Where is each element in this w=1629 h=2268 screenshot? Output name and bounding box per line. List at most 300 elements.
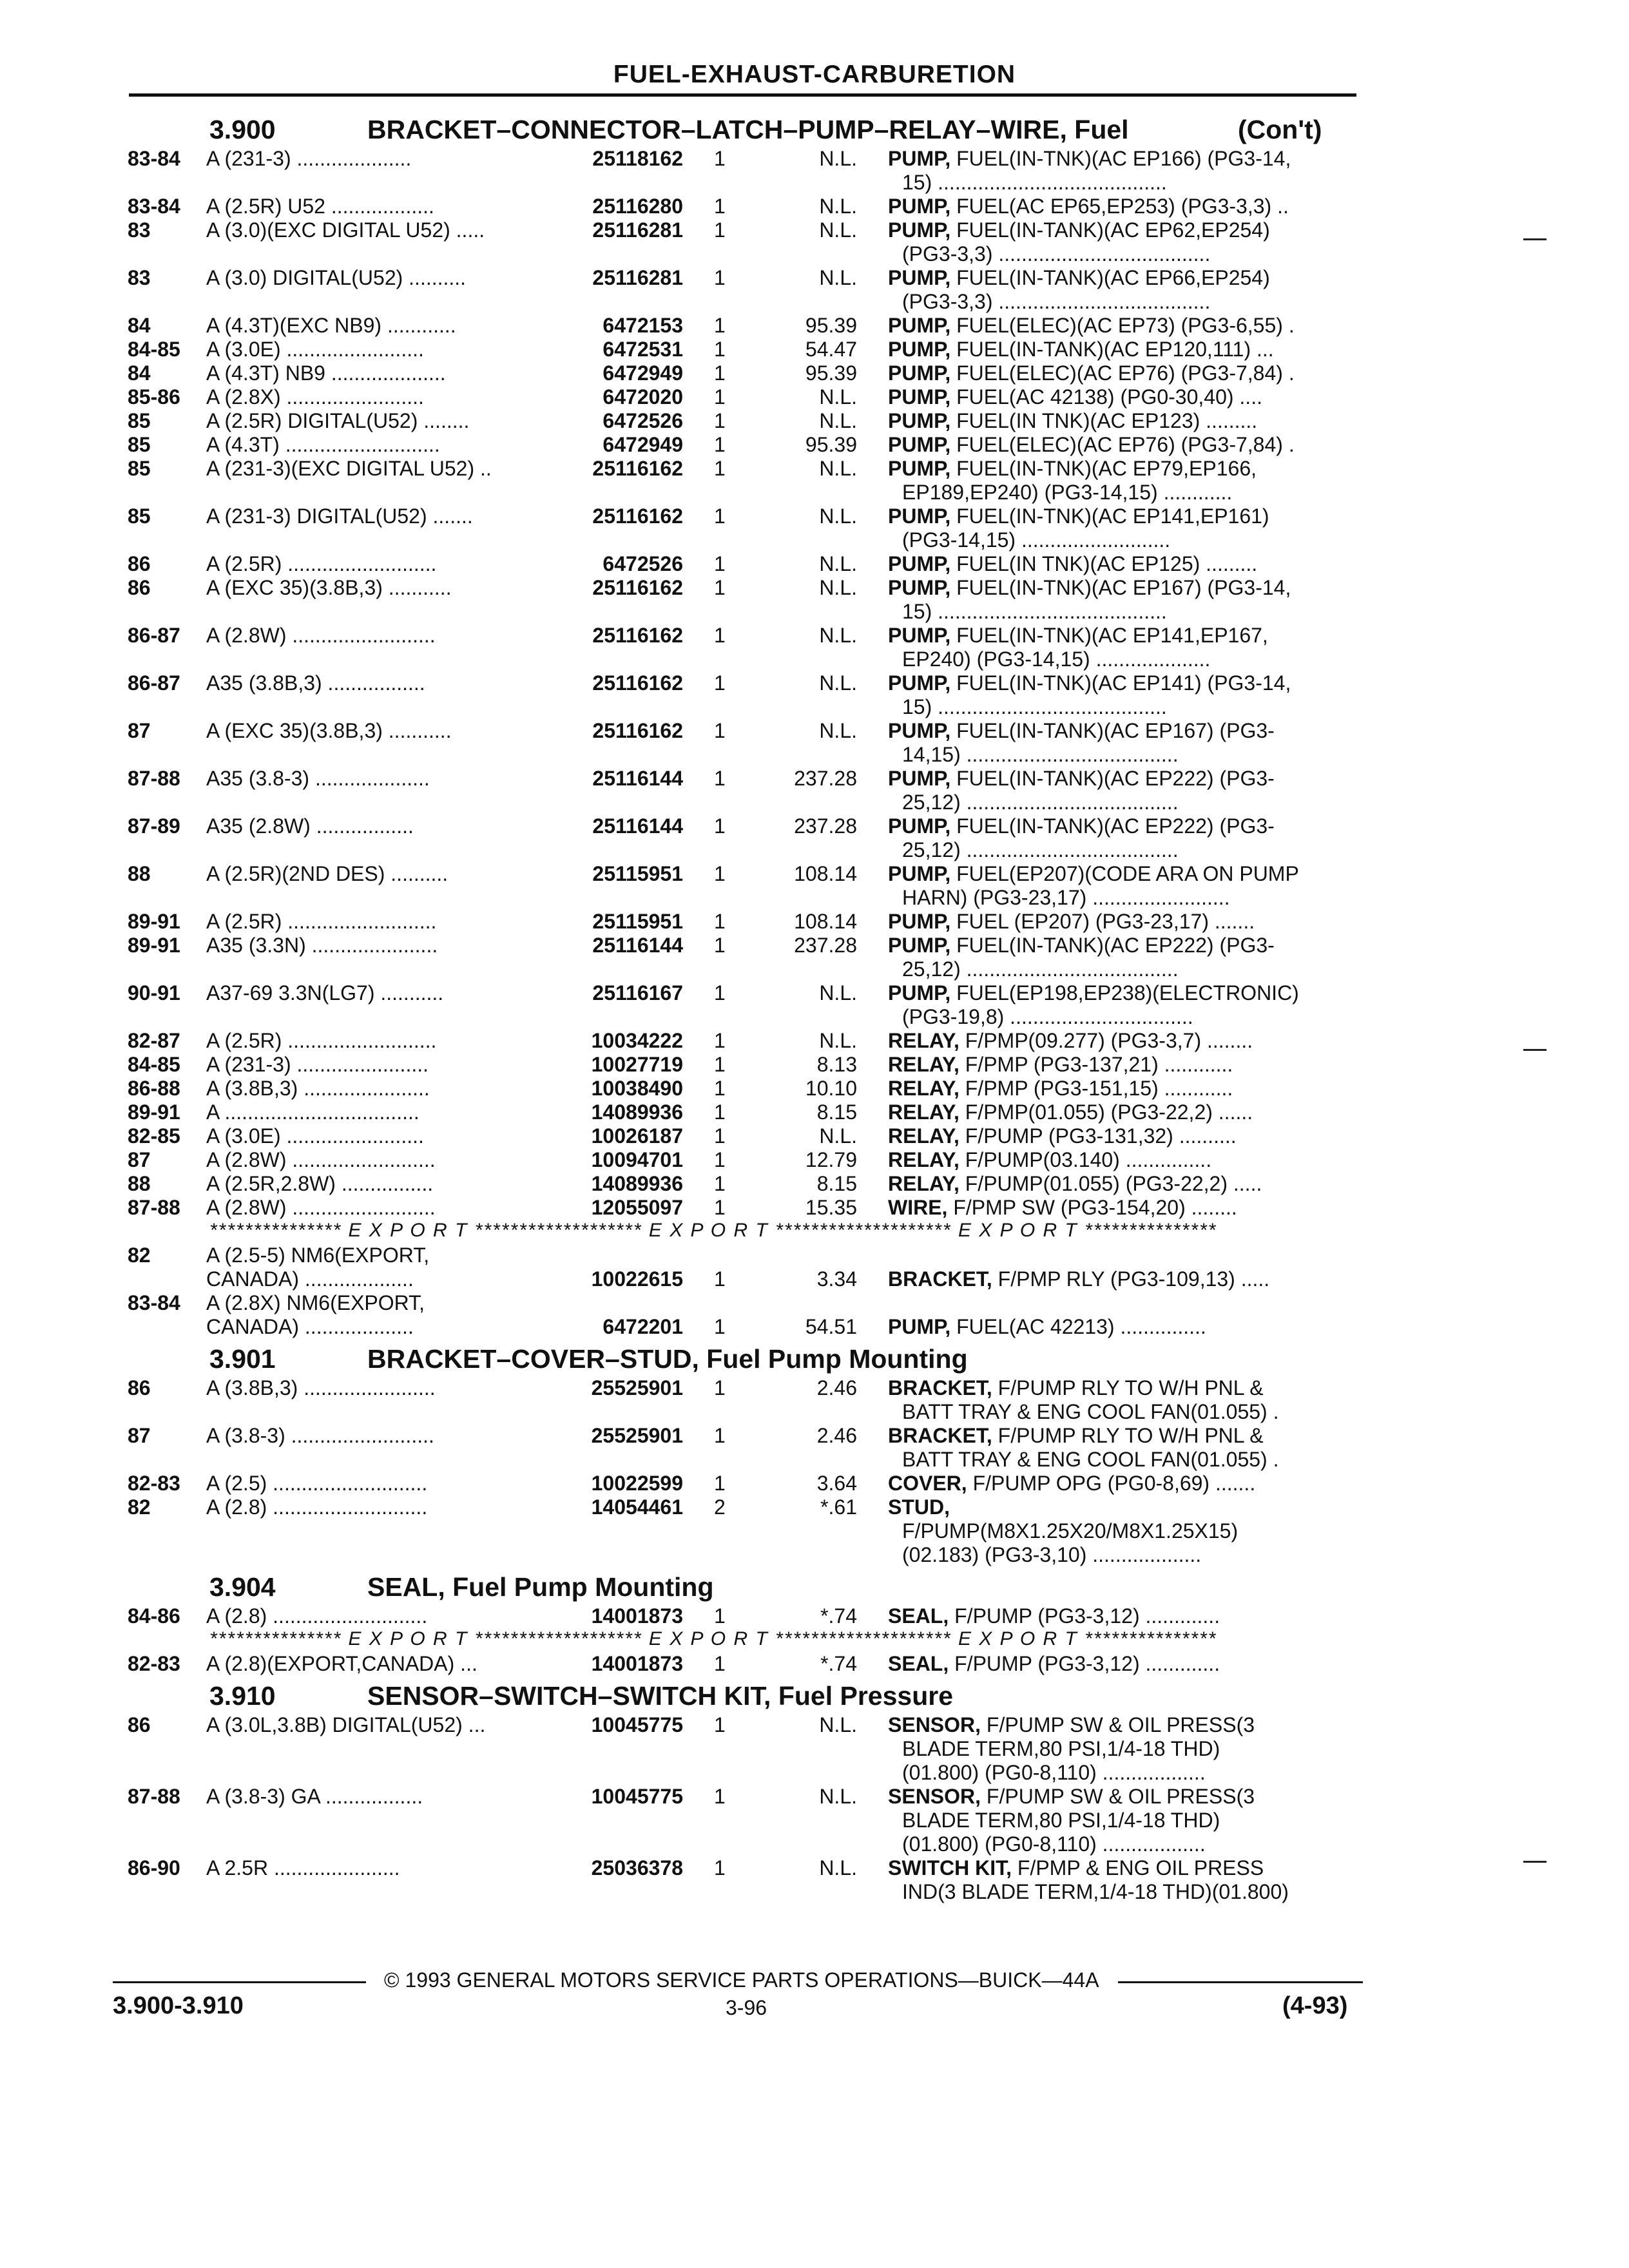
row-part-name-noun: SEAL, [888, 1652, 949, 1675]
table-row-continuation [0, 528, 1629, 552]
row-application: A (2.5R) DIGITAL(U52) ........ [206, 409, 470, 432]
row-part-name-noun: PUMP, [888, 576, 951, 599]
row-part-name-detail: FUEL(IN-TANK)(AC EP222) (PG3- [950, 814, 1275, 838]
row-part-number: 25116162 [592, 505, 683, 528]
row-part-name-noun: PUMP, [888, 552, 951, 575]
row-application: A (2.8X) NM6(EXPORT, [206, 1291, 425, 1314]
row-price: N.L. [819, 1856, 857, 1879]
table-row [0, 1376, 1629, 1400]
row-part-name [888, 147, 1358, 171]
row-part-name [888, 1424, 1358, 1448]
row-quantity: 1 [714, 862, 726, 885]
row-part-number: 6472949 [602, 433, 683, 456]
row-part-name-noun: PUMP, [888, 624, 951, 647]
row-part-name-detail: FUEL(EP207)(CODE ARA ON PUMP [950, 862, 1299, 885]
row-part-name-noun: PUMP, [888, 457, 951, 480]
row-part-name-detail: F/PUMP OPG (PG0-8,69) ....... [967, 1472, 1256, 1495]
row-part-name-detail: FUEL(EP198,EP238)(ELECTRONIC) [950, 981, 1299, 1004]
row-years: 83-84 [128, 1291, 180, 1314]
row-part-name-cont: BLADE TERM,80 PSI,1/4-18 THD) [902, 1737, 1220, 1760]
row-part-name [888, 934, 1358, 957]
row-price: 54.47 [805, 338, 857, 361]
table-row [0, 1291, 1629, 1315]
row-application: A (3.0) DIGITAL(U52) .......... [206, 266, 467, 289]
row-part-name [888, 1652, 1358, 1676]
row-application: A (EXC 35)(3.8B,3) ........... [206, 719, 452, 742]
export-divider [209, 1628, 1356, 1650]
table-row [0, 1053, 1629, 1077]
row-quantity: 1 [714, 1376, 726, 1399]
row-part-number: 25525901 [591, 1424, 683, 1447]
row-part-number: 25116162 [592, 671, 683, 695]
row-application: A (4.3T)(EXC NB9) ............ [206, 314, 456, 337]
table-row [0, 910, 1629, 934]
row-part-name-cont: (02.183) (PG3-3,10) ................... [902, 1543, 1202, 1566]
row-years: 87-88 [128, 767, 180, 790]
table-row [0, 1652, 1629, 1676]
row-years: 86-87 [128, 624, 180, 647]
table-row [0, 218, 1629, 242]
row-part-name [888, 457, 1358, 481]
row-part-name-noun: RELAY, [888, 1172, 959, 1195]
row-years: 85-86 [128, 385, 180, 408]
row-part-number: 25116162 [592, 576, 683, 599]
row-application: A (231-3) ....................... [206, 1053, 429, 1076]
row-part-name [888, 433, 1358, 457]
row-years: 85 [128, 505, 151, 528]
row-part-name-noun: WIRE, [888, 1196, 948, 1219]
row-price: 12.79 [805, 1148, 857, 1171]
row-years: 83-84 [128, 147, 180, 170]
row-application: A35 (3.8B,3) ................. [206, 671, 425, 695]
header-rule [129, 93, 1356, 97]
row-quantity: 1 [714, 361, 726, 385]
row-part-name-detail: F/PMP RLY (PG3-109,13) ..... [992, 1267, 1270, 1291]
row-part-name-detail: FUEL (EP207) (PG3-23,17) ....... [950, 910, 1255, 933]
table-row [0, 719, 1629, 743]
table-row-continuation [0, 1519, 1629, 1543]
row-quantity: 1 [714, 1172, 726, 1195]
row-part-name [888, 1856, 1358, 1880]
row-part-name-detail: F/PMP(01.055) (PG3-22,2) ...... [959, 1100, 1253, 1124]
row-price: 15.35 [805, 1196, 857, 1219]
row-part-name-cont: BATT TRAY & ENG COOL FAN(01.055) . [902, 1400, 1279, 1423]
row-part-name [888, 1495, 1358, 1519]
row-part-number: 10094701 [591, 1148, 683, 1171]
row-quantity: 1 [714, 1472, 726, 1495]
row-application: A (2.8W) ......................... [206, 1196, 436, 1219]
table-row [0, 1029, 1629, 1053]
row-years: 82-87 [128, 1029, 180, 1052]
row-part-name-detail: F/PMP(09.277) (PG3-3,7) ........ [959, 1029, 1253, 1052]
row-quantity: 1 [714, 671, 726, 695]
row-part-name [888, 385, 1358, 409]
row-years: 87-89 [128, 814, 180, 838]
row-application: A (231-3) DIGITAL(U52) ....... [206, 505, 473, 528]
table-row [0, 1148, 1629, 1172]
table-row [0, 862, 1629, 886]
row-application: A (2.8)(EXPORT,CANADA) ... [206, 1652, 477, 1675]
row-part-name [888, 719, 1358, 743]
row-application: A (4.3T) ........................... [206, 433, 440, 456]
row-part-name-detail: F/PUMP(03.140) ............... [959, 1148, 1212, 1171]
row-part-name-detail: F/PUMP (PG3-3,12) ............. [949, 1604, 1220, 1628]
table-row [0, 624, 1629, 648]
row-part-number: 10045775 [591, 1785, 683, 1808]
row-part-name [888, 314, 1358, 338]
row-quantity: 1 [714, 338, 726, 361]
row-part-name-detail: FUEL(IN-TANK)(AC EP62,EP254) [950, 218, 1270, 242]
table-row [0, 1244, 1629, 1267]
row-price: N.L. [819, 385, 857, 408]
table-row [0, 1424, 1629, 1448]
row-application: A (2.5R)(2ND DES) .......... [206, 862, 448, 885]
row-years: 83-84 [128, 195, 180, 218]
table-row [0, 457, 1629, 481]
row-part-name [888, 1172, 1358, 1196]
row-price: 108.14 [794, 910, 857, 933]
table-row [0, 195, 1629, 218]
row-quantity: 1 [714, 624, 726, 647]
row-application: A37-69 3.3N(LG7) ........... [206, 981, 444, 1004]
row-part-name-detail: FUEL(IN-TNK)(AC EP141,EP167, [950, 624, 1268, 647]
row-part-name-noun: PUMP, [888, 147, 951, 170]
row-years: 86 [128, 552, 151, 575]
row-years: 86-87 [128, 671, 180, 695]
row-part-name [888, 1267, 1358, 1291]
row-application: A (3.8B,3) ...................... [206, 1077, 430, 1100]
row-price: *.74 [820, 1604, 857, 1628]
row-part-name-cont: EP189,EP240) (PG3-14,15) ............ [902, 481, 1233, 504]
row-price: N.L. [819, 505, 857, 528]
table-row [0, 981, 1629, 1005]
row-part-name-cont: 15) ........................................ [902, 171, 1167, 194]
row-part-number: 14001873 [591, 1652, 683, 1675]
row-years: 82-83 [128, 1472, 180, 1495]
row-part-name-noun: PUMP, [888, 505, 951, 528]
row-application: A (3.8-3) GA ................. [206, 1785, 423, 1808]
row-part-number: 25116162 [592, 457, 683, 480]
table-row-continuation [0, 695, 1629, 719]
table-row-continuation [0, 838, 1629, 862]
row-price: N.L. [819, 457, 857, 480]
row-part-name-detail: F/PUMP SW & OIL PRESS(3 [981, 1713, 1255, 1736]
row-application: A (2.5R,2.8W) ................ [206, 1172, 434, 1195]
footer-section-range: 3.900-3.910 [113, 1992, 244, 2019]
row-years: 82 [128, 1495, 151, 1519]
row-quantity: 1 [714, 1196, 726, 1219]
row-quantity: 1 [714, 433, 726, 456]
section-title: SEAL, Fuel Pump Mounting [367, 1572, 714, 1602]
row-part-name [888, 1713, 1358, 1737]
row-price: N.L. [819, 195, 857, 218]
row-part-name-noun: PUMP, [888, 719, 951, 742]
row-part-name-noun: SEAL, [888, 1604, 949, 1628]
row-part-number: 6472949 [602, 361, 683, 385]
row-years: 89-91 [128, 1100, 180, 1124]
row-part-name-noun: PUMP, [888, 361, 951, 385]
row-part-number: 6472526 [602, 409, 683, 432]
row-application: A (231-3)(EXC DIGITAL U52) .. [206, 457, 492, 480]
table-row [0, 385, 1629, 409]
table-row-continuation [0, 1400, 1629, 1424]
row-part-name-noun: RELAY, [888, 1100, 959, 1124]
row-application: A 2.5R ...................... [206, 1856, 400, 1879]
table-row-continuation [0, 1543, 1629, 1567]
row-years: 87-88 [128, 1196, 180, 1219]
row-part-name [888, 1604, 1358, 1628]
table-row [0, 1495, 1629, 1519]
row-quantity: 1 [714, 1713, 726, 1736]
footer-copyright: © 1993 GENERAL MOTORS SERVICE PARTS OPERATIONS—BUICK—44A [384, 1968, 1099, 1992]
row-part-name [888, 981, 1358, 1005]
row-part-number: 25116162 [592, 624, 683, 647]
row-part-name-cont: (PG3-3,3) ..................................... [902, 242, 1211, 265]
row-part-name-noun: RELAY, [888, 1029, 959, 1052]
row-quantity: 1 [714, 719, 726, 742]
row-part-name [888, 552, 1358, 576]
row-part-name-detail: FUEL(IN-TNK)(AC EP167) (PG3-14, [950, 576, 1291, 599]
footer-rule-left [113, 1981, 366, 1983]
table-row [0, 361, 1629, 385]
table-row [0, 767, 1629, 791]
row-part-name-noun: PUMP, [888, 814, 951, 838]
table-row [0, 409, 1629, 433]
section-continued: (Con't) [1238, 115, 1322, 144]
row-years: 90-91 [128, 981, 180, 1004]
row-quantity: 1 [714, 409, 726, 432]
row-price: 237.28 [794, 814, 857, 838]
row-part-name [888, 1029, 1358, 1053]
row-years: 85 [128, 433, 151, 456]
table-row [0, 1713, 1629, 1737]
table-row [0, 1124, 1629, 1148]
row-price: 10.10 [805, 1077, 857, 1100]
table-row-continuation [0, 1005, 1629, 1029]
row-part-number: 25115951 [592, 862, 683, 885]
row-years: 87 [128, 719, 151, 742]
row-part-number: 12055097 [591, 1196, 683, 1219]
section-title: BRACKET–COVER–STUD, Fuel Pump Mounting [367, 1344, 968, 1374]
row-quantity: 1 [714, 576, 726, 599]
row-price: 3.64 [816, 1472, 857, 1495]
table-row [0, 433, 1629, 457]
row-years: 88 [128, 862, 151, 885]
row-part-name-cont: 25,12) ..................................... [902, 791, 1179, 814]
row-part-name-cont: (PG3-19,8) ................................ [902, 1005, 1193, 1028]
row-quantity: 1 [714, 266, 726, 289]
row-part-number: 10022615 [591, 1267, 683, 1291]
row-application: A .................................. [206, 1100, 419, 1124]
row-years: 86 [128, 1376, 151, 1399]
row-years: 83 [128, 266, 151, 289]
row-years: 87 [128, 1148, 151, 1171]
table-row-continuation [0, 1880, 1629, 1904]
row-part-name-noun: PUMP, [888, 266, 951, 289]
table-row-continuation [0, 242, 1629, 266]
row-price: *.61 [820, 1495, 857, 1519]
row-part-name [888, 1053, 1358, 1077]
row-quantity: 1 [714, 1148, 726, 1171]
row-part-name-noun: RELAY, [888, 1077, 959, 1100]
row-years: 88 [128, 1172, 151, 1195]
row-price: 2.46 [816, 1376, 857, 1399]
row-part-name [888, 767, 1358, 791]
table-row-continuation [0, 1737, 1629, 1761]
row-part-name-noun: PUMP, [888, 767, 951, 790]
row-price: 95.39 [805, 361, 857, 385]
row-application: A (2.8W) ......................... [206, 624, 436, 647]
table-row [0, 1077, 1629, 1100]
row-part-name-noun: SENSOR, [888, 1785, 981, 1808]
row-part-name-noun: BRACKET, [888, 1267, 992, 1291]
row-years: 86 [128, 576, 151, 599]
row-application: A (3.0E) ........................ [206, 1124, 424, 1148]
table-row [0, 1604, 1629, 1628]
export-label: *************** E X P O R T ******************* E X P O R T ******************** E X P O R T *************** [209, 1220, 1217, 1241]
row-price: N.L. [819, 266, 857, 289]
row-application: A (3.8B,3) ....................... [206, 1376, 436, 1399]
row-part-number: 6472526 [602, 552, 683, 575]
row-part-number: 6472153 [602, 314, 683, 337]
row-application: A35 (3.8-3) .................... [206, 767, 430, 790]
row-part-name-detail: F/PUMP SW & OIL PRESS(3 [981, 1785, 1255, 1808]
row-part-name-cont: 14,15) ..................................... [902, 743, 1179, 766]
footer-page-number: 3-96 [726, 1996, 767, 2019]
margin-mark [1523, 1861, 1547, 1863]
row-quantity: 1 [714, 552, 726, 575]
row-price: N.L. [819, 719, 857, 742]
row-price: N.L. [819, 981, 857, 1004]
row-part-name-cont: (01.800) (PG0-8,110) .................. [902, 1761, 1206, 1784]
table-row [0, 934, 1629, 957]
row-part-name [888, 1077, 1358, 1100]
row-part-number: 14001873 [591, 1604, 683, 1628]
section-number: 3.910 [209, 1681, 276, 1711]
row-application: A (2.5R) U52 .................. [206, 195, 434, 218]
row-part-name [888, 1315, 1358, 1339]
table-row [0, 814, 1629, 838]
row-quantity: 1 [714, 385, 726, 408]
row-part-number: 10045775 [591, 1713, 683, 1736]
row-part-name-detail: FUEL(AC 42213) ............... [950, 1315, 1206, 1338]
table-row [0, 147, 1629, 171]
row-years: 85 [128, 457, 151, 480]
row-price: N.L. [819, 1124, 857, 1148]
row-part-name [888, 910, 1358, 934]
row-part-name [888, 361, 1358, 385]
row-part-number: 25116162 [592, 719, 683, 742]
row-quantity: 1 [714, 1100, 726, 1124]
row-part-name-noun: PUMP, [888, 862, 951, 885]
row-part-name-detail: FUEL(IN-TANK)(AC EP120,111) ... [950, 338, 1274, 361]
row-part-number: 10038490 [591, 1077, 683, 1100]
row-quantity: 1 [714, 1604, 726, 1628]
row-part-name-noun: SENSOR, [888, 1713, 981, 1736]
row-part-name-cont: 25,12) ..................................... [902, 957, 1179, 981]
row-part-number: 6472201 [602, 1315, 683, 1338]
row-quantity: 1 [714, 1785, 726, 1808]
row-part-number: 25116144 [592, 767, 683, 790]
row-part-name [888, 1376, 1358, 1400]
section-number: 3.904 [209, 1572, 276, 1602]
row-part-number: 14054461 [591, 1495, 683, 1519]
row-part-number: 10034222 [591, 1029, 683, 1052]
table-row [0, 576, 1629, 600]
table-row [0, 266, 1629, 290]
table-row-continuation [0, 743, 1629, 767]
row-application: A (2.5R) .......................... [206, 910, 437, 933]
row-part-name-cont: 15) ........................................ [902, 695, 1167, 718]
row-price: N.L. [819, 1713, 857, 1736]
row-price: N.L. [819, 1785, 857, 1808]
row-part-name-detail: F/PUMP (PG3-3,12) ............. [949, 1652, 1220, 1675]
footer-rule-right [1118, 1981, 1363, 1983]
row-part-name-noun: RELAY, [888, 1124, 959, 1148]
row-price: 3.34 [816, 1267, 857, 1291]
table-row [0, 1100, 1629, 1124]
row-part-name-noun: PUMP, [888, 195, 951, 218]
row-part-name-noun: PUMP, [888, 910, 951, 933]
row-price: N.L. [819, 552, 857, 575]
row-quantity: 1 [714, 910, 726, 933]
row-price: 2.46 [816, 1424, 857, 1447]
row-application: A (EXC 35)(3.8B,3) ........... [206, 576, 452, 599]
row-application: A (2.5-5) NM6(EXPORT, [206, 1244, 430, 1267]
row-part-name-detail: FUEL(ELEC)(AC EP76) (PG3-7,84) . [950, 361, 1295, 385]
table-row-continuation [0, 791, 1629, 814]
row-part-name-detail: FUEL(ELEC)(AC EP73) (PG3-6,55) . [950, 314, 1295, 337]
table-row-continuation [0, 1267, 1629, 1291]
row-part-name [888, 576, 1358, 600]
row-price: 237.28 [794, 934, 857, 957]
row-part-name-detail: F/PUMP RLY TO W/H PNL & [992, 1424, 1264, 1447]
export-label: *************** E X P O R T ******************* E X P O R T ******************** E X P O R T *************** [209, 1628, 1217, 1649]
row-quantity: 1 [714, 314, 726, 337]
row-price: N.L. [819, 147, 857, 170]
section-number: 3.901 [209, 1344, 276, 1374]
section-title: BRACKET–CONNECTOR–LATCH–PUMP–RELAY–WIRE, Fuel [367, 115, 1129, 144]
row-application-cont: CANADA) ................... [206, 1267, 414, 1291]
row-application: A (3.8-3) ......................... [206, 1424, 434, 1447]
row-years: 84 [128, 314, 151, 337]
row-part-number: 25115951 [592, 910, 683, 933]
row-price: 95.39 [805, 314, 857, 337]
row-price: N.L. [819, 671, 857, 695]
row-part-name [888, 862, 1358, 886]
margin-mark [1523, 1049, 1547, 1051]
row-quantity: 1 [714, 1267, 726, 1291]
row-part-number: 14089936 [591, 1100, 683, 1124]
row-part-name [888, 624, 1358, 648]
row-part-name-noun: COVER, [888, 1472, 967, 1495]
row-part-name-detail: F/PUMP (PG3-131,32) .......... [959, 1124, 1237, 1148]
row-price: N.L. [819, 409, 857, 432]
row-part-number: 10027719 [591, 1053, 683, 1076]
row-part-name-detail: FUEL(IN-TANK)(AC EP222) (PG3- [950, 934, 1275, 957]
row-part-number: 6472020 [602, 385, 683, 408]
row-quantity: 1 [714, 218, 726, 242]
row-years: 86-88 [128, 1077, 180, 1100]
row-price: 8.15 [816, 1172, 857, 1195]
row-years: 84-85 [128, 338, 180, 361]
row-part-name-cont: BLADE TERM,80 PSI,1/4-18 THD) [902, 1809, 1220, 1832]
row-part-name-cont: HARN) (PG3-23,17) ........................ [902, 886, 1230, 909]
page-header-title: FUEL-EXHAUST-CARBURETION [613, 61, 1016, 88]
row-years: 82 [128, 1244, 151, 1267]
margin-mark [1523, 238, 1547, 240]
row-price: N.L. [819, 218, 857, 242]
